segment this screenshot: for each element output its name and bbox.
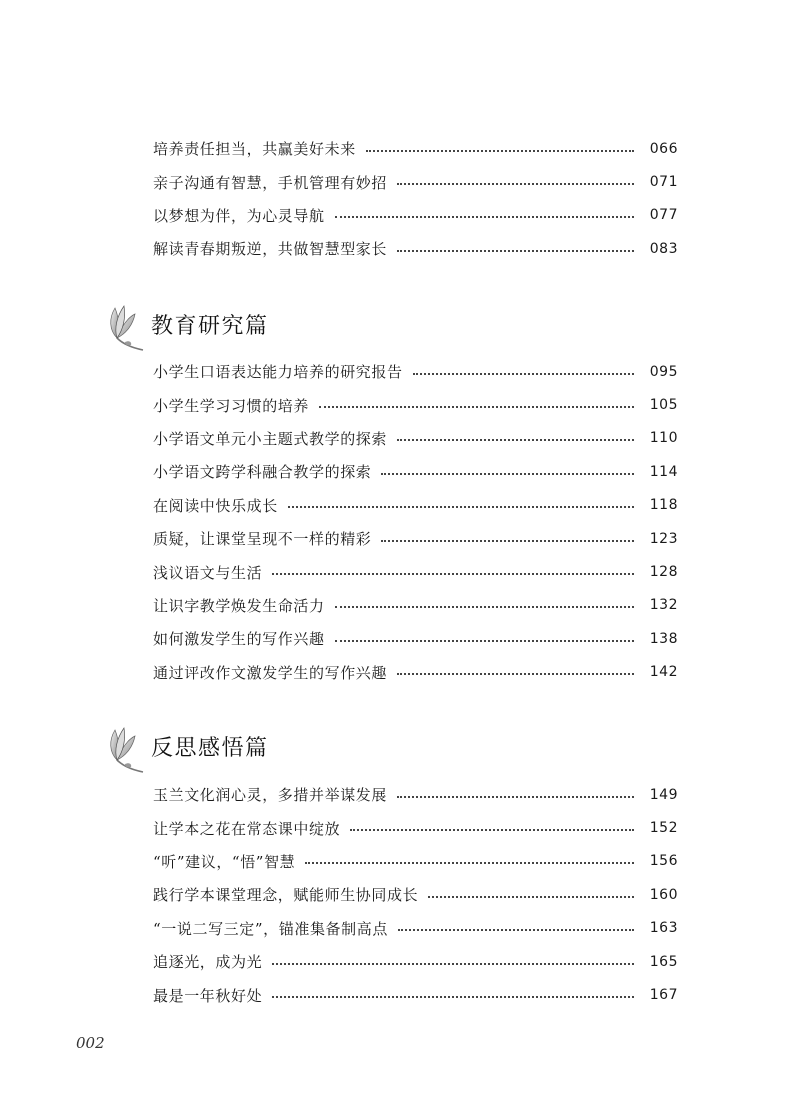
dot-leader <box>335 640 634 642</box>
dot-leader <box>397 183 634 185</box>
dot-leader <box>397 439 634 441</box>
toc-entry[interactable] <box>153 388 678 421</box>
toc-entry-title: “听”建议，“悟”智慧 <box>153 852 296 871</box>
toc-entry-title: 解读青春期叛逆，共做智慧型家长 <box>153 240 388 259</box>
toc-entry-title: 浅议语文与生活 <box>153 563 263 582</box>
toc-entry-title: 小学生口语表达能力培养的研究报告 <box>153 363 403 382</box>
toc-entry-page: 077 <box>649 207 678 224</box>
toc-entry-page: 165 <box>649 953 678 970</box>
toc-entry-title: 质疑，让课堂呈现不一样的精彩 <box>153 530 372 549</box>
section-heading-reflection <box>103 722 269 774</box>
toc-entry-page: 123 <box>649 530 678 547</box>
page-number: 002 <box>76 1034 105 1052</box>
toc-entry-title: 践行学本课堂理念，赋能师生协同成长 <box>153 886 419 905</box>
toc-entry-page: 114 <box>649 463 678 480</box>
toc-entry[interactable] <box>153 199 678 232</box>
dot-leader <box>397 796 634 798</box>
toc-list-continued <box>153 132 678 266</box>
toc-entry[interactable] <box>153 455 678 488</box>
toc-entry[interactable] <box>153 165 678 198</box>
toc-entry-page: 138 <box>649 630 678 647</box>
toc-entry-page: 118 <box>649 497 678 514</box>
section-title: 反思感悟篇 <box>151 735 269 761</box>
toc-entry-title: 小学语文单元小主题式教学的探索 <box>153 429 388 448</box>
toc-entry-title: 小学语文跨学科融合教学的探索 <box>153 463 372 482</box>
toc-entry[interactable] <box>153 422 678 455</box>
magnolia-icon <box>103 722 147 774</box>
toc-entry[interactable] <box>153 232 678 265</box>
toc-entry-page: 105 <box>649 397 678 414</box>
toc-entry-page: 095 <box>649 363 678 380</box>
toc-entry[interactable] <box>153 945 678 978</box>
toc-entry-page: 167 <box>649 987 678 1004</box>
dot-leader <box>398 929 634 931</box>
dot-leader <box>272 996 634 998</box>
toc-entry-page: 160 <box>649 886 678 903</box>
toc-entry-title: 玉兰文化润心灵，多措并举谋发展 <box>153 786 388 805</box>
dot-leader <box>335 216 634 218</box>
toc-entry-page: 152 <box>649 820 678 837</box>
toc-entry[interactable] <box>153 132 678 165</box>
dot-leader <box>413 373 634 375</box>
toc-entry-title: 通过评改作文激发学生的写作兴趣 <box>153 663 388 682</box>
toc-entry-page: 128 <box>649 564 678 581</box>
toc-entry-title: 以梦想为伴，为心灵导航 <box>153 206 325 225</box>
toc-entry[interactable] <box>153 555 678 588</box>
toc-entry-title: 让识字教学焕发生命活力 <box>153 596 325 615</box>
toc-entry-page: 142 <box>649 664 678 681</box>
toc-entry-title: “一说二写三定”，锚准集备制高点 <box>153 919 388 938</box>
toc-entry-page: 149 <box>649 786 678 803</box>
toc-entry[interactable] <box>153 489 678 522</box>
dot-leader <box>350 829 634 831</box>
toc-entry-page: 066 <box>649 140 678 157</box>
dot-leader <box>428 896 634 898</box>
toc-list-reflection <box>153 778 678 1012</box>
dot-leader <box>288 506 634 508</box>
toc-entry-title: 培养责任担当，共赢美好未来 <box>153 140 356 159</box>
dot-leader <box>381 473 634 475</box>
dot-leader <box>397 250 634 252</box>
toc-entry-page: 156 <box>649 853 678 870</box>
toc-entry-page: 071 <box>649 174 678 191</box>
dot-leader <box>381 540 634 542</box>
toc-list-research <box>153 355 678 689</box>
toc-entry[interactable] <box>153 878 678 911</box>
toc-entry-title: 在阅读中快乐成长 <box>153 496 278 515</box>
dot-leader <box>272 963 634 965</box>
dot-leader <box>305 862 634 864</box>
magnolia-icon <box>103 300 147 352</box>
toc-entry-title: 如何激发学生的写作兴趣 <box>153 630 325 649</box>
dot-leader <box>397 673 634 675</box>
toc-entry-page: 163 <box>649 920 678 937</box>
toc-entry[interactable] <box>153 656 678 689</box>
toc-entry[interactable] <box>153 845 678 878</box>
toc-entry-page: 110 <box>649 430 678 447</box>
toc-entry-title: 让学本之花在常态课中绽放 <box>153 819 341 838</box>
section-title: 教育研究篇 <box>151 313 269 339</box>
toc-entry[interactable] <box>153 589 678 622</box>
toc-entry-page: 132 <box>649 597 678 614</box>
toc-entry-title: 小学生学习习惯的培养 <box>153 396 310 415</box>
dot-leader <box>272 573 634 575</box>
toc-entry[interactable] <box>153 355 678 388</box>
toc-entry-title: 追逐光，成为光 <box>153 953 263 972</box>
toc-entry[interactable] <box>153 978 678 1011</box>
toc-entry[interactable] <box>153 912 678 945</box>
toc-entry[interactable] <box>153 522 678 555</box>
toc-entry-title: 最是一年秋好处 <box>153 986 263 1005</box>
toc-entry-page: 083 <box>649 240 678 257</box>
toc-entry[interactable] <box>153 622 678 655</box>
section-heading-research <box>103 300 269 352</box>
dot-leader <box>319 406 634 408</box>
toc-entry-title: 亲子沟通有智慧，手机管理有妙招 <box>153 173 388 192</box>
dot-leader <box>335 606 634 608</box>
toc-entry[interactable] <box>153 811 678 844</box>
dot-leader <box>366 150 634 152</box>
toc-entry[interactable] <box>153 778 678 811</box>
